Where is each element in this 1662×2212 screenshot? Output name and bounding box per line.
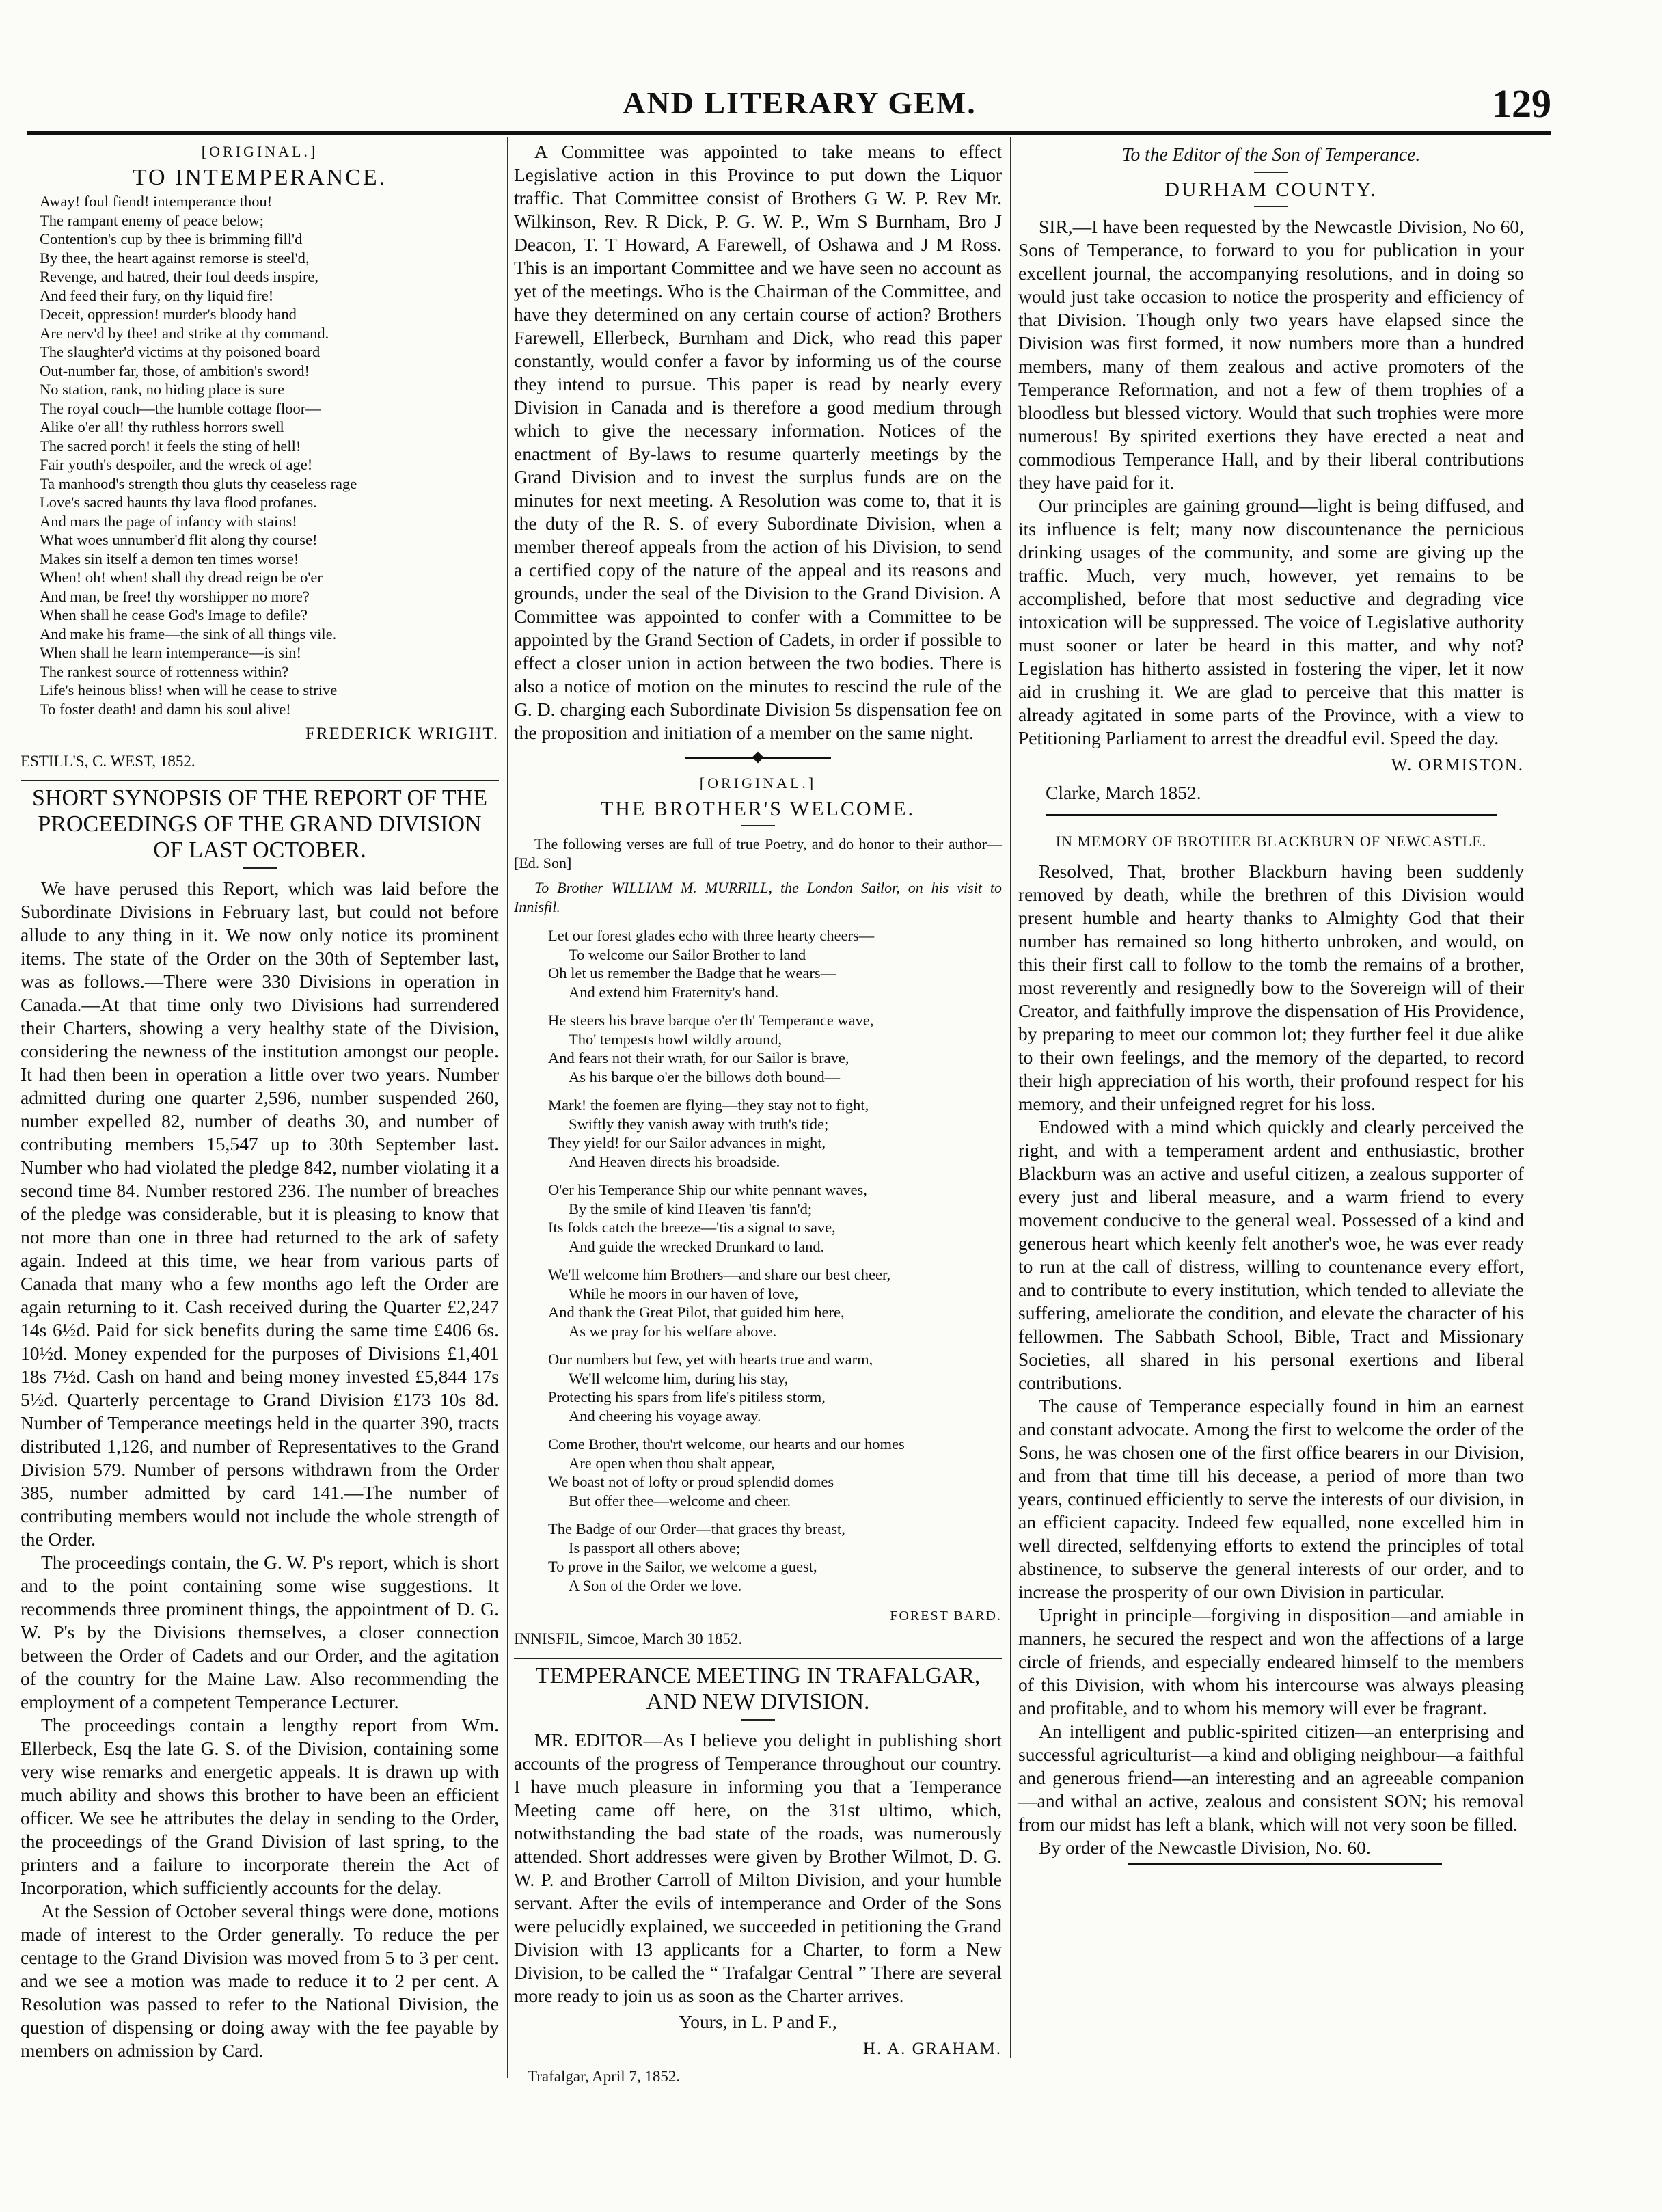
poem-line: Away! foul fiend! intemperance thou! [40,193,273,210]
poem-line: And feed their fury, on thy liquid fire! [40,286,274,304]
diamond-ornament-icon [752,752,764,764]
double-rule-divider [1046,814,1497,820]
section-rule [21,780,499,781]
original-tag: [ORIGINAL.] [699,774,817,792]
title-dash [243,867,277,869]
poem-title: THE BROTHER'S WELCOME. [600,798,915,820]
poem-stanza [548,1181,1002,1256]
poem-intro: The following verses are full of true Poetry, and do honor to their author—[Ed. Son] [514,835,1002,872]
poem-line: Oh let us remember the Badge that he wears— [548,965,836,982]
poem-place: ESTILL'S, C. WEST, 1852. [21,753,195,770]
article-paragraph: The proceedings contain a lengthy report from Wm. Ellerbeck, Esq the late G. S. of the Division, containing some very wise remarks and energetic appeals. It is drawn up with much ability and shows this brother to have been an efficient officer. We see he attributes the delay in sending to the Order, the proceedings of the Grand Division of last spring, to the printers and a failure to incorporate therein the Act of Incorporation, which sufficiently accounts for the delay. [21,1714,499,1898]
poem-line: O'er his Temperance Ship our white pennant waves, [548,1181,867,1198]
memorial-closing: By order of the Newcastle Division, No. 60. [1039,1837,1371,1858]
poem-line: Protecting his spars from life's pitiless storm, [548,1388,826,1405]
poem-brothers-welcome [514,926,1002,1595]
poem-stanza [548,1011,1002,1086]
letter-place: Clarke, March 1852. [1046,782,1201,803]
poem-line: Tho' tempests howl wildly around, [569,1030,782,1048]
article-paragraph: MR. EDITOR—As I believe you delight in publishing short accounts of the progress of Temperance throughout our country. I have much pleasure in informing you that a Temperance Meeting came off here, on the 31st ultimo, which, notwithstanding the bad state of the roads, was numerously attended. Short addresses were given by Brother Wilmot, D. G. W. P. and Brother Carroll of Milton Division, and your humble servant. After the evils of intemperance and Order of the Sons were pelucidly explained, we succeeded in petitioning the Grand Division with 13 applicants for a Charter, to form a New Division, to be called the “ Trafalgar Central ” There are several more ready to join us as soon as the Charter arrives. [514,1729,1002,2006]
poem-line: By the smile of kind Heaven 'tis fann'd; [569,1200,813,1217]
poem-line: The Badge of our Order—that graces thy breast, [548,1520,845,1537]
ornament-divider [514,751,1002,765]
poem-line: To welcome our Sailor Brother to land [569,945,806,963]
page-header [48,81,1551,132]
article-title: SHORT SYNOPSIS OF THE REPORT OF THE PROCEEDINGS OF THE GRAND DIVISION OF LAST OCTOBER. [31,785,487,863]
poem-line: When shall he cease God's Image to defile? [40,606,308,623]
poem-line: And mars the page of infancy with stains! [40,512,297,530]
poem-line: Contention's cup by thee is brimming fill'd [40,230,303,247]
poem-line: Our numbers but few, yet with hearts true and warm, [548,1351,873,1368]
title-dash [1254,206,1288,207]
poem-line: We boast not of lofty or proud splendid domes [548,1473,834,1490]
column-3 [1018,140,1524,1865]
poem-dedication: To Brother WILLIAM M. MURRILL, the London Sailor, on his visit to Innisfil. [514,879,1002,915]
poem-line: But offer thee—welcome and cheer. [569,1492,791,1509]
poem-line: The slaughter'd victims at thy poisoned board [40,343,321,360]
running-title: AND LITERARY GEM. [623,85,977,120]
poem-line: No station, rank, no hiding place is sure [40,381,285,398]
poem-line: The rampant enemy of peace below; [40,211,264,229]
poem-line: And guide the wrecked Drunkard to land. [569,1237,825,1255]
poem-line: He steers his brave barque o'er th' Temperance wave, [548,1012,874,1029]
poem-stanza [548,1096,1002,1171]
article-paragraph: A Committee was appointed to take means to effect Legislative action in this Province to put down the Liquor traffic. That Committee consist of Brothers G W. P. Rev Mr. Wilkinson, Rev. R Dick, P. G. W. P., Wm S Burnham, Bro J Deacon, T. T Howard, A Farewell, of Oshawa and J M Ross. This is an important Committee and we have seen no account as yet of the meetings. Who is the Chairman of the Committee, and have they determined on any certain course of action? Brothers Farewell, Ellerbeck, Burnham and Dick, who read this paper constantly, would confer a favor by informing us of the course they intend to pursue. This paper is read by nearly every Division in Canada and is therefore a good medium through which to give the necessary information. Notices of the enactment of By-laws to resume quarterly meetings by the Grand Division and to invest the surplus funds are on the minutes for next meeting. A Resolution was come to, that it is the duty of the R. S. of every Subordinate Division, when a member thereof appeals from the action of his Division, to send a certified copy of the nature of the appeal and its reasons and grounds, under the seal of the Division to the Grand Division. A Committee was appointed to confer with a Committee to be appointed by the Grand Section of Cadets, in order if possible to effect a closer union in action between the two bodies. There is also a notice of motion on the minutes to rescind the rule of the G. D. charging each Subordinate Division 5s dispensation fee on the proposition and initiation of a member on the same night. [514,141,1002,743]
poem-to-intemperance [21,192,499,718]
poem-stanza [548,1435,1002,1510]
column-rule-1 [507,137,508,2078]
poem-line: And fears not their wrath, for our Sailor is brave, [548,1049,849,1066]
letter-place: Trafalgar, April 7, 1852. [528,2068,681,2085]
poem-line: Ta manhood's strength thou gluts thy ceaseless rage [40,474,357,492]
section-rule [514,1658,1002,1659]
poem-line: Alike o'er all! thy ruthless horrors swell [40,418,284,435]
poem-line: A Son of the Order we love. [569,1576,742,1594]
poem-line: And thank the Great Pilot, that guided him here, [548,1304,845,1321]
poem-line: Let our forest glades echo with three hearty cheers— [548,927,875,944]
poem-line: Makes sin itself a demon ten times worse! [40,550,299,567]
poem-line: We'll welcome him Brothers—and share our best cheer, [548,1266,891,1283]
poem-line: By thee, the heart against remorse is steel'd, [40,249,310,267]
poem-line: When! oh! when! shall thy dread reign be o'er [40,569,323,586]
poem-stanza [548,926,1002,1001]
article-title: TEMPERANCE MEETING IN TRAFALGAR, AND NEW DIVISION. [535,1663,981,1714]
memorial-paragraph: Endowed with a mind which quickly and clearly perceived the right, and with a temperament ardent and enthusiastic, brother Blackburn was an active and useful citizen, a zealous supporter of every just and liberal measure, and a warm friend to every movement conducive to the general weal. Possessed of a kind and generous heart which keenly felt another's woe, he was ever ready to run at the call of distress, willing to countenance every effort, and to contribute to every institution, which tended to alleviate the suffering, ameliorate the condition, and elevate the character of his fellowmen. The Sabbath School, Bible, Tract and Missionary Societies, all shared in his personal exertions and liberal contributions. [1018,1116,1524,1393]
poem-line: To prove in the Sailor, we welcome a guest, [548,1558,817,1575]
header-rule [27,131,1551,135]
poem-line: Is passport all others above; [569,1539,741,1556]
poem-stanza [548,1350,1002,1425]
poem-line: And man, be free! thy worshipper no more? [40,587,310,605]
poem-line: To foster death! and damn his soul alive! [40,700,291,718]
column-1 [21,140,499,2062]
poem-line: What woes unnumber'd flit along thy course! [40,531,318,548]
poem-line: The royal couch—the humble cottage floor— [40,399,321,417]
poem-line: When shall he learn intemperance—is sin! [40,644,301,661]
poem-place: INNISFIL, Simcoe, March 30 1852. [514,1630,743,1647]
poem-line: Swiftly they vanish away with truth's tide; [569,1115,829,1133]
article-paragraph: At the Session of October several things were done, motions made of interest to the Order generally. To reduce the per centage to the Grand Division was moved from 5 to 3 per cent. and we see a motion was made to reduce it to 2 per cent. A Resolution was passed to refer to the National Division, the question of dispensing or doing away with the fee payable by members on admission by Card. [21,1900,499,2061]
poem-stanza [548,1265,1002,1340]
letter-paragraph: SIR,—I have been requested by the Newcastle Division, No 60, Sons of Temperance, to forward to you for publication in your excellent journal, the accompanying resolutions, and in doing so would just take occasion to notice the prosperity and efficiency of that Division. Though only two years have elapsed since the Division was first formed, it now numbers more than a hundred members, many of them zealous and active promoters of the Temperance Reformation, and not a few of them trophies of a bloodless but blessed victory. Would that such trophies were more numerous! By spirited exertions they have erected a neat and commodious Temperance Hall, and by their liberal contributions they have paid for it. [1018,216,1524,493]
poem-line: Love's sacred haunts thy lava flood profanes. [40,494,317,511]
column-2 [514,140,1002,2088]
letter-closing: Yours, in L. P and F., [679,2011,837,2032]
letter-paragraph: Our principles are gaining ground—light is being diffused, and its influence is felt; many now discountenance the pernicious drinking usages of the community, and some are giving up the traffic. Much, very much, however, yet remains to be accomplished, before that most seductive and degrading vice intoxication will be suppressed. The voice of Legislative authority must sooner or later be heard in this matter, and why not? Legislation has hitherto assisted in fostering the viper, let it now aid in crushing it. We are glad to perceive that this matter is already agitated in some parts of the Province, with a view to Petitioning Parliament to arrest the dreadful evil. Speed the day. [1018,495,1524,748]
poem-line: We'll welcome him, during his stay, [569,1369,789,1387]
memorial-paragraph: Resolved, That, brother Blackburn having been suddenly removed by death, while the brethren of this Division would present humble and hearty thanks to Almighty God that their number has remained so long hitherto unbroken, and would, on this their first call to follow to the tomb the remains of a brother, most reverently and resignedly bow to the Sovereign will of their Creator, and faithfully improve the dispensation of His Providence, by preparing to meet our common lot; they further feel it due alike to their own feelings, and the memory of the departed, to record their high appreciation of his worth, their profound respect for his memory, and their unfeigned regret for his loss. [1018,861,1524,1114]
poem-line: They yield! for our Sailor advances in might, [548,1134,826,1151]
poem-line: And Heaven directs his broadside. [569,1152,780,1170]
poem-stanza [548,1520,1002,1595]
memorial-paragraph: The cause of Temperance especially found in him an earnest and constant advocate. Among the first to welcome the order of the Sons, he was chosen one of the first office bearers in our Division, and from that time till his decease, a period of more than two years, continued efficiently to serve the interests of our division, in an efficient capacity. Indeed few equalled, none excelled him in well directed, selfdenying efforts to extend the principles of total abstinence, to subserve the general interests of our order, and to increase the prosperity of our own Division in particular. [1018,1395,1524,1602]
letter-heading: To the Editor of the Son of Temperance. [1121,144,1421,165]
end-rule [1128,1863,1442,1865]
poem-line: As his barque o'er the billows doth bound— [569,1068,841,1085]
memorial-paragraph: Upright in principle—forgiving in disposition—and amiable in manners, he secured the respect and won the affections of a large circle of friends, and especially endeared himself to the members of this Division, with whom his intercourse was always pleasing and profitable, and to whom his memory will ever be fragrant. [1018,1604,1524,1718]
article-paragraph: We have perused this Report, which was laid before the Subordinate Divisions in February last, but could not before allude to any thing in it. We now only notice its prominent items. The state of the Order on the 30th of September last, was as follows.—There were 330 Divisions in operation in Canada.—At that time only two Divisions had surrendered their Charters, showing a very healthy state of the Division, considering the newness of the institution amongst our people. It had then been in operation a little over two years. Number admitted during one quarter 2,596, number suspended 260, number expelled 82, number of deaths 30, and number of contributing members 15,547 up to 30th September last. Number who had violated the pledge 842, number violating it a second time 84. Number restored 236. The number of breaches of the pledge was considerable, but it is pleasing to know that not more than one in three had returned to the ark of safety again. Indeed at this time, we hear from various parts of Canada that many who a few months ago left the Order are again returning to it. Cash received during the Quarter £2,247 14s 6½d. Paid for sick benefits during the same time £406 6s. 10½d. Money expended for the purposes of Divisions £1,401 18s 7½d. Cash on hand and being money invested £5,844 17s 5½d. Quarterly percentage to Grand Division £173 10s 8d. Number of Temperance meetings held in the quarter 390, tracts distributed 1,126, and number of Representatives to the Grand Division 579. Number of persons withdrawn from the Order 385, number admitted by card 141.—The number of contributing members would not include the whole strength of the Order. [21,878,499,1550]
column-rule-2 [1010,137,1011,2058]
county-title: DURHAM COUNTY. [1164,178,1378,201]
poem-line: Revenge, and hatred, their foul deeds inspire, [40,268,318,285]
title-dash [741,1719,775,1721]
poem-line: While he moors in our haven of love, [569,1284,799,1302]
poem-line: Fair youth's despoiler, and the wreck of age! [40,456,313,473]
poem-line: Mark! the foemen are flying—they stay not to fight, [548,1096,869,1114]
title-dash [741,825,775,826]
letter-signature: W. ORMISTON. [1391,756,1524,774]
poem-title: TO INTEMPERANCE. [132,165,387,190]
poem-line: And make his frame—the sink of all things vile. [40,625,337,643]
poem-line: Are nerv'd by thee! and strike at thy command. [40,324,329,342]
article-paragraph: The proceedings contain, the G. W. P's report, which is short and to the point containing some wise suggestions. It recommends three prominent things, the appointment of D. G. W. P's by the Divisions themselves, a closer connection between the Order of Cadets and our Order, and the agitation of the country for the Maine Law. Also recommending the employment of a competent Temperance Lecturer. [21,1552,499,1712]
poem-line: Life's heinous bliss! when will he cease to strive [40,682,338,699]
poem-line: And cheering his voyage away. [569,1407,761,1425]
poem-line: The rankest source of rottenness within? [40,662,289,680]
letter-signature: H. A. GRAHAM. [862,2040,1002,2058]
poem-signature: FREDERICK WRIGHT. [305,725,499,743]
poem-line: Out-number far, those, of ambition's sword! [40,362,310,379]
poem-line: Its folds catch the breeze—'tis a signal to save, [548,1219,836,1236]
poem-line: And extend him Fraternity's hand. [569,983,779,1001]
poem-line: Are open when thou shalt appear, [569,1454,775,1472]
poem-line: Come Brother, thou'rt welcome, our hearts and our homes [548,1435,905,1453]
memorial-paragraph: An intelligent and public-spirited citizen—an enterprising and successful agriculturist—a kind and obliging neighbour—a faithful and generous friend—an interesting and an agreeable companion—and withal an active, zealous and consistent SON; his removal from our midst has left a blank, which will not very soon be filled. [1018,1721,1524,1835]
title-dash [1254,172,1288,173]
original-tag: [ORIGINAL.] [201,143,318,160]
poem-line: Deceit, oppression! murder's bloody hand [40,306,297,323]
memorial-title: IN MEMORY OF BROTHER BLACKBURN OF NEWCASTLE. [1055,833,1487,850]
poem-line: As we pray for his welfare above. [569,1322,777,1340]
page-number: 129 [1492,81,1551,126]
poem-signature: FOREST BARD. [890,1608,1002,1623]
poem-line: The sacred porch! it feels the sting of hell! [40,437,301,455]
